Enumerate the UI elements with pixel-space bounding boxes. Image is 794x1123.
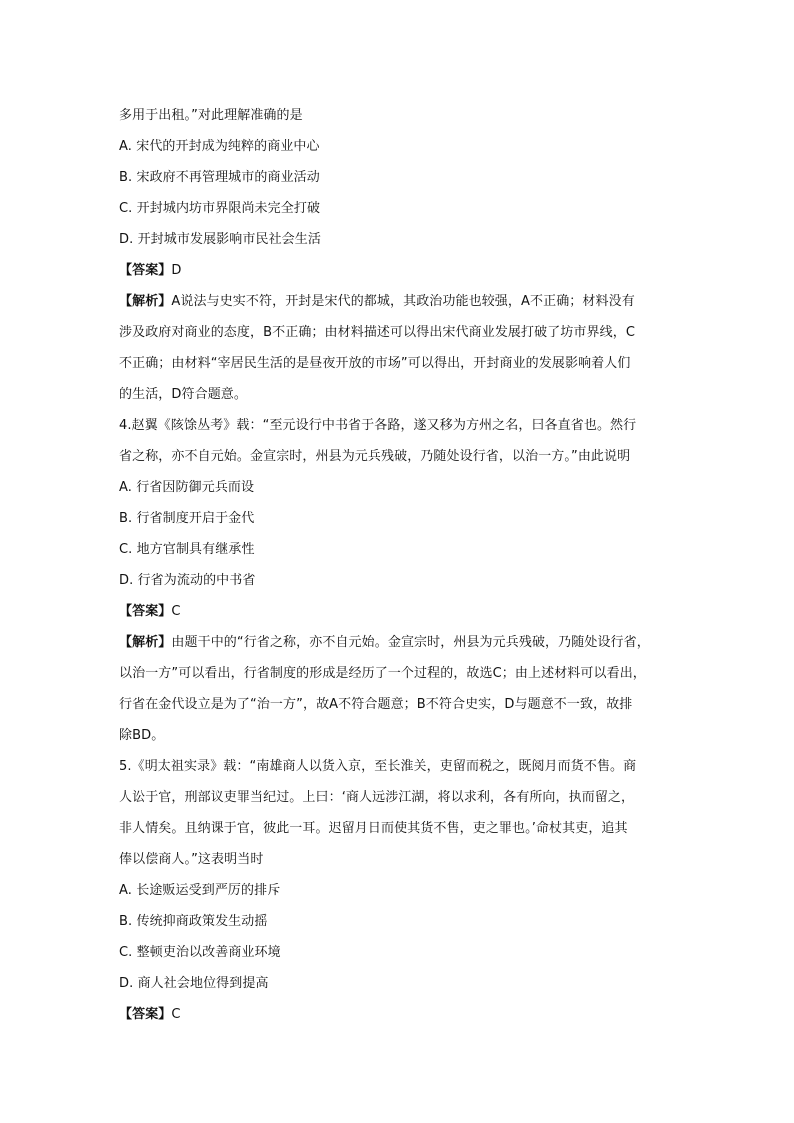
answer-label: 【答案】 [119,1007,172,1022]
option-c: C. 整顿吏治以改善商业环境 [119,945,281,960]
answer-label: 【答案】 [119,604,172,619]
option-a: A. 长途贩运受到严厉的排斥 [119,883,281,898]
option-b: B. 宋政府不再管理城市的商业活动 [119,170,320,185]
question-stem-line: 多用于出租。”对此理解准确的是 [119,108,303,123]
answer-label: 【答案】 [119,263,172,278]
option-b: B. 传统抑商政策发生动摇 [119,914,268,929]
answer-line [119,255,679,286]
answer-value: C [171,1007,181,1022]
option-b: B. 行省制度开启于金代 [119,511,255,526]
document-page [119,100,679,1030]
analysis-line [119,286,679,317]
question-stem-line: 省之称，亦不自元始。金宣宗时，州县为元兵残破，乃随处设行省，以治一方。”由此说明 [119,449,631,464]
question-4 [119,410,679,751]
analysis-label: 【解析】 [119,635,172,650]
question-stem-line: 5.《明太祖实录》载：“南雄商人以货入京，至长淮关，吏留而税之，既阅月而货不售。商 [119,759,637,774]
option-d: D. 行省为流动的中书省 [119,573,256,588]
option-a: A. 行省因防御元兵而设 [119,480,255,495]
analysis-line: 行省在金代设立是为了“治一方”，故A不符合题意；B不符合史实，D与题意不一致，故排 [119,697,633,712]
analysis-line: 不正确；由材料“宰居民生活的是昼夜开放的市场”可以得出，开封商业的发展影响着人们 [119,356,631,371]
option-c: C. 开封城内坊市界限尚未完全打破 [119,201,321,216]
answer-line [119,999,679,1030]
option-c: C. 地方官制具有继承性 [119,542,255,557]
question-3 [119,100,679,410]
analysis-line: 涉及政府对商业的态度，B不正确；由材料描述可以得出宋代商业发展打破了坊市界线，C [119,325,635,340]
analysis-line: 的生活，D符合题意。 [119,387,248,402]
question-5 [119,751,679,1030]
option-a: A. 宋代的开封成为纯粹的商业中心 [119,139,320,154]
question-stem-line: 人讼于官，刑部议吏罪当纪过。上曰：‘商人远涉江湖，将以求利，各有所向，执而留之， [119,790,635,805]
answer-value: D [171,263,182,278]
analysis-text: 由题干中的“行省之称，亦不自元始。金宣宗时，州县为元兵残破，乃随处设行省， [171,635,650,650]
analysis-line: 以治一方”可以看出，行省制度的形成是经历了一个过程的，故选C；由上述材料可以看出， [119,666,646,681]
analysis-line: 除BD。 [119,728,165,743]
option-d: D. 开封城市发展影响市民社会生活 [119,232,321,247]
answer-line [119,596,679,627]
analysis-text: A说法与史实不符，开封是宋代的都城，其政治功能也较强，A不正确；材料没有 [171,294,635,309]
analysis-line [119,627,679,658]
option-d: D. 商人社会地位得到提高 [119,976,269,991]
question-stem-line: 非人情矣。且纳课于官，彼此一耳。迟留月日而使其货不售，吏之罪也。’命杖其吏，追其 [119,821,628,836]
analysis-label: 【解析】 [119,294,172,309]
question-stem-line: 4.赵翼《陔馀丛考》载：“至元设行中书省于各路，遂又移为方州之名，曰各直省也。然行 [119,418,637,433]
question-stem-line: 俸以偿商人。”这表明当时 [119,852,264,867]
answer-value: C [171,604,181,619]
